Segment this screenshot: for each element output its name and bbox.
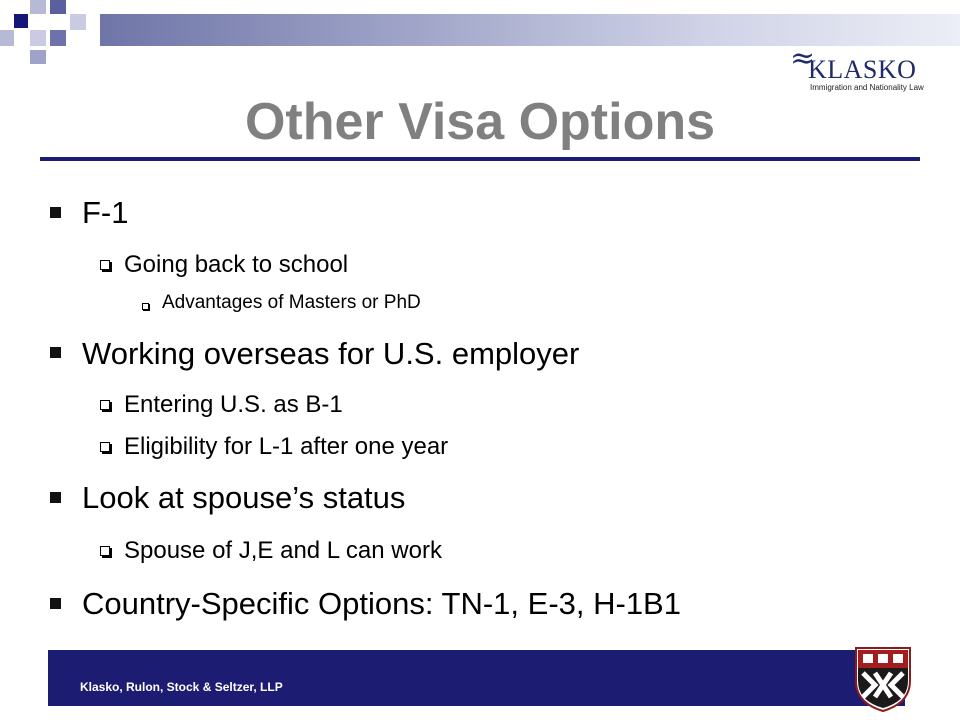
logo-subtitle: Immigration and Nationality Law	[810, 83, 924, 92]
top-gradient-band	[100, 14, 960, 46]
bullet-level2: Spouse of J,E and L can work	[124, 537, 442, 564]
klasko-logo	[790, 41, 940, 95]
corner-square	[30, 0, 46, 14]
corner-square	[0, 30, 14, 46]
bullet-level1: Country-Specific Options: TN-1, E-3, H-1B1	[82, 586, 681, 621]
bullet-level1: Look at spouse’s status	[82, 480, 406, 515]
bullet-hollow-square	[100, 546, 110, 556]
bullet-hollow-square	[100, 400, 110, 410]
footer-bar	[48, 650, 905, 706]
corner-square	[14, 14, 28, 28]
bullet-square	[50, 347, 61, 358]
footer-text: Klasko, Rulon, Stock & Seltzer, LLP	[80, 680, 283, 694]
bullet-level2: Going back to school	[124, 251, 349, 278]
bullet-level1: F-1	[82, 195, 129, 230]
bullet-hollow-square-small	[142, 303, 149, 310]
logo-mark: ≈	[790, 41, 816, 76]
bullet-hollow-square	[100, 260, 110, 270]
bullet-level3: Advantages of Masters or PhD	[162, 292, 421, 313]
logo-name: KLASKO	[808, 55, 917, 84]
bullet-square	[50, 492, 61, 503]
bullet-hollow-square	[100, 442, 110, 452]
bullet-square	[50, 207, 61, 218]
slide-title: Other Visa Options	[244, 93, 716, 151]
bullet-level1: Working overseas for U.S. employer	[82, 336, 580, 371]
corner-square	[50, 30, 66, 46]
bullet-level2: Entering U.S. as B-1	[124, 391, 343, 418]
corner-square	[50, 0, 66, 14]
corner-square	[30, 50, 46, 64]
shield-icon	[853, 645, 913, 713]
bullet-square	[50, 598, 61, 609]
corner-square	[70, 14, 86, 30]
corner-square	[30, 30, 46, 46]
bullet-level2: Eligibility for L-1 after one year	[124, 433, 449, 460]
title-underline	[40, 157, 920, 161]
